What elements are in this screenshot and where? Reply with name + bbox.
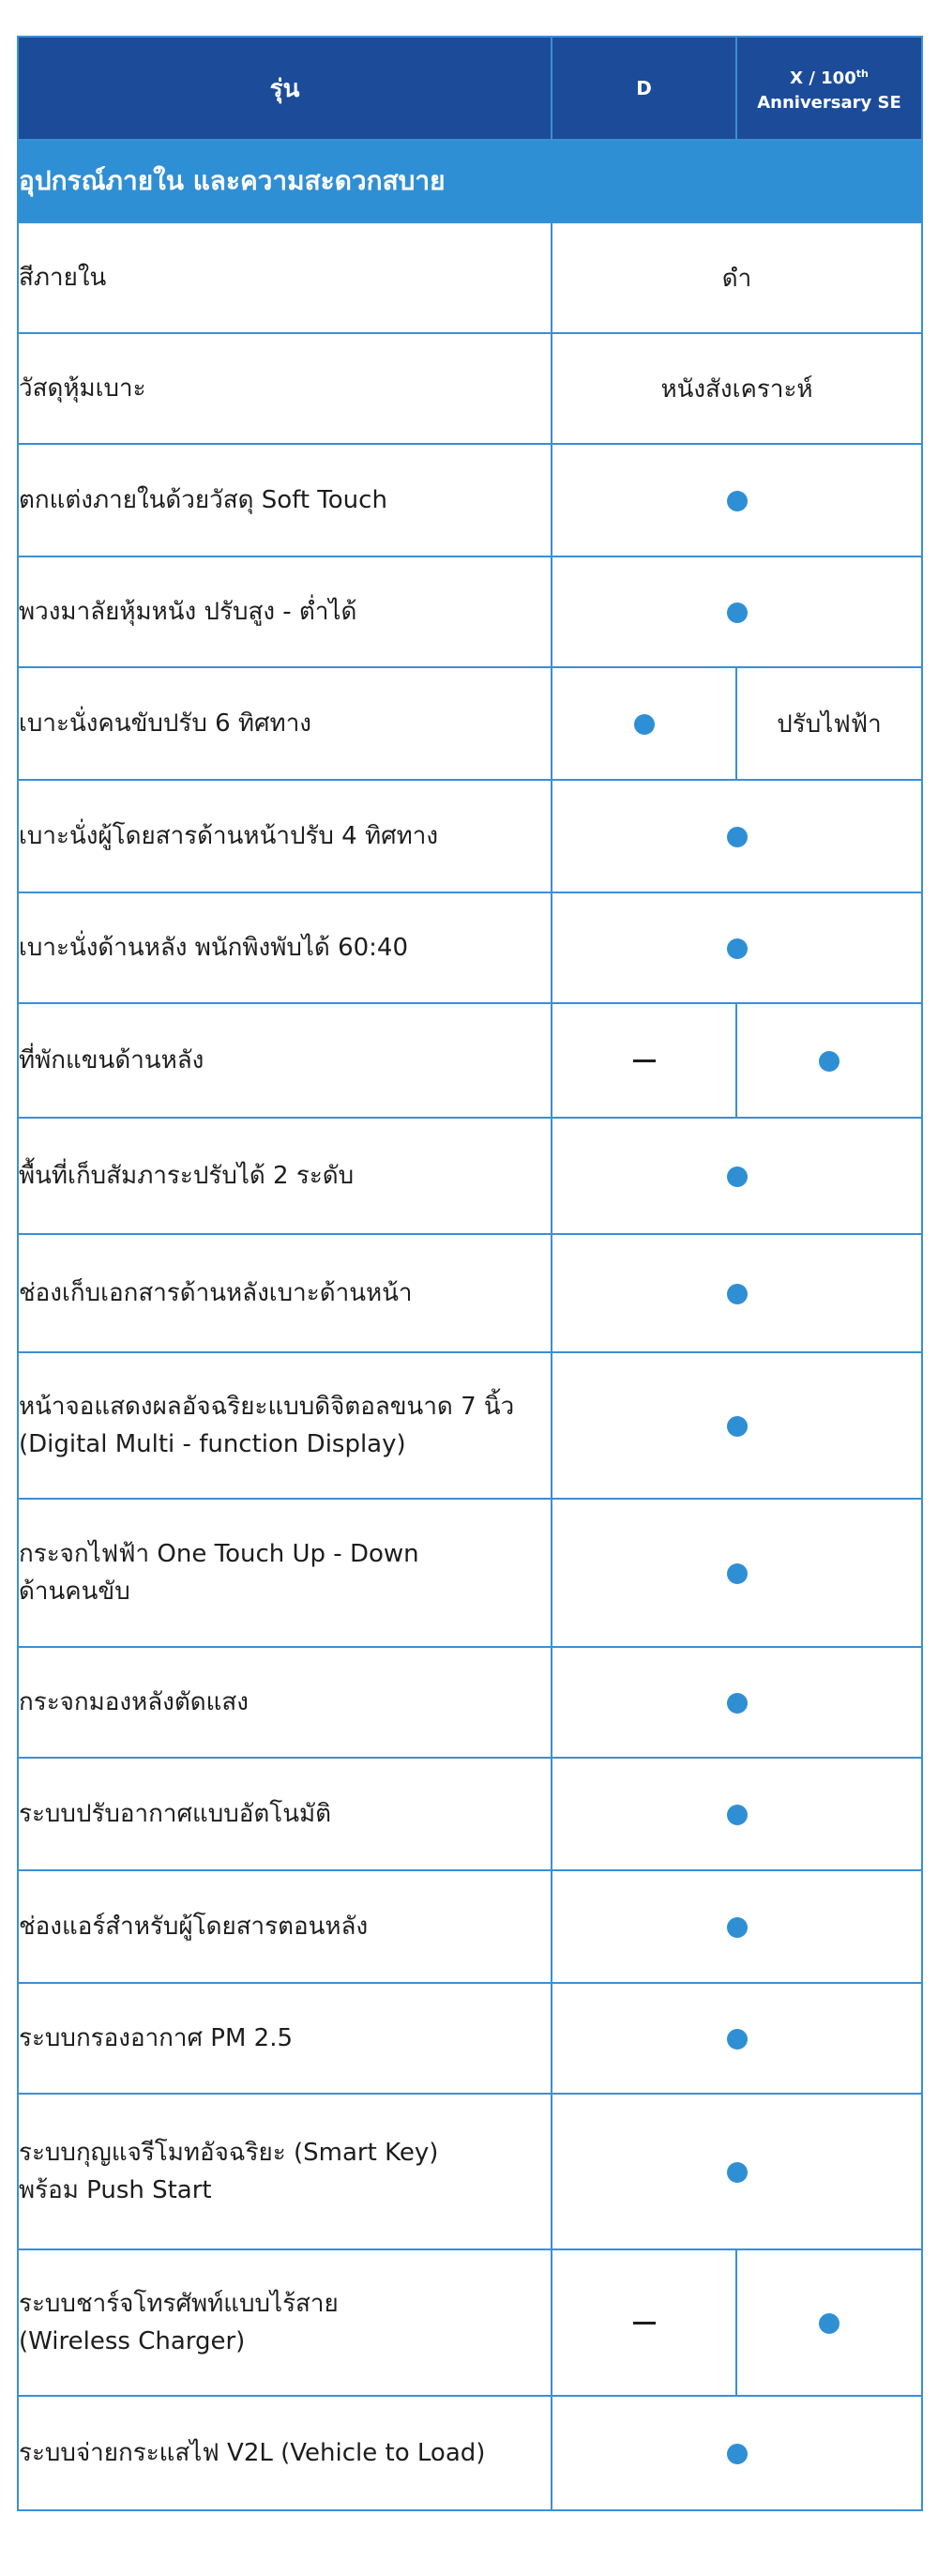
spec-row (18, 222, 922, 333)
spec-row (18, 556, 922, 667)
variant-x-label: X / 100 (790, 68, 856, 88)
spec-row (18, 1647, 922, 1758)
spec-row (18, 2249, 922, 2396)
feature-label: ช่องแอร์สำหรับผู้โดยสารตอนหลัง (18, 1870, 552, 1983)
feature-label: กระจกมองหลังตัดแสง (18, 1647, 552, 1758)
feature-label: เบาะนั่งผู้โดยสารด้านหน้าปรับ 4 ทิศทาง (18, 780, 552, 892)
feature-label: ระบบกุญแจรีโมทอัจฉริยะ (Smart Key) พร้อม Push Start (18, 2094, 552, 2249)
standard-dot-icon (727, 1416, 748, 1437)
variant-d-value (552, 1003, 736, 1118)
all-variants-value (552, 1499, 922, 1647)
model-header: รุ่น (18, 37, 552, 140)
section-row (18, 140, 922, 222)
feature-label: ช่องเก็บเอกสารด้านหลังเบาะด้านหน้า (18, 1234, 552, 1352)
spec-row (18, 2396, 922, 2510)
all-variants-value: ดำ (552, 222, 922, 333)
standard-dot-icon (727, 602, 748, 623)
all-variants-value (552, 556, 922, 667)
spec-row (18, 444, 922, 556)
all-variants-value (552, 1647, 922, 1758)
standard-dot-icon (727, 1693, 748, 1714)
variant-d-dot-icon (634, 714, 655, 735)
standard-dot-icon (727, 938, 748, 959)
spec-table (17, 36, 923, 2511)
spec-row (18, 667, 922, 780)
all-variants-value (552, 780, 922, 892)
spec-row (18, 1352, 922, 1499)
all-variants-value (552, 444, 922, 556)
standard-dot-icon (727, 2444, 748, 2464)
all-variants-value (552, 892, 922, 1003)
feature-label: หน้าจอแสดงผลอัจฉริยะแบบดิจิตอลขนาด 7 นิ้ว (Digital Multi - function Display) (18, 1352, 552, 1499)
variant-x-value (736, 2249, 922, 2396)
all-variants-value: หนังสังเคราะห์ (552, 333, 922, 444)
spec-row (18, 333, 922, 444)
standard-dot-icon (727, 1917, 748, 1938)
all-variants-value (552, 1352, 922, 1499)
variant-x-sublabel: Anniversary SE (757, 92, 901, 113)
feature-label: สีภายใน (18, 222, 552, 333)
spec-row (18, 780, 922, 892)
feature-label: ระบบกรองอากาศ PM 2.5 (18, 1983, 552, 2094)
feature-label: เบาะนั่งคนขับปรับ 6 ทิศทาง (18, 667, 552, 780)
variant-d-dash-icon (633, 2322, 656, 2324)
standard-dot-icon (727, 2029, 748, 2050)
feature-label: วัสดุหุ้มเบาะ (18, 333, 552, 444)
standard-dot-icon (727, 827, 748, 847)
spec-row (18, 1003, 922, 1118)
standard-dot-icon (727, 491, 748, 511)
variant-d-value (552, 2249, 736, 2396)
standard-dot-icon (727, 1805, 748, 1825)
feature-label: ระบบชาร์จโทรศัพท์แบบไร้สาย (Wireless Charger) (18, 2249, 552, 2396)
section-title: อุปกรณ์ภายใน และความสะดวกสบาย (18, 140, 922, 222)
all-variants-value (552, 1118, 922, 1234)
variant-x-sup: th (855, 67, 869, 80)
variant-x-value (736, 1003, 922, 1118)
feature-label: พื้นที่เก็บสัมภาระปรับได้ 2 ระดับ (18, 1118, 552, 1234)
feature-label: ที่พักแขนด้านหลัง (18, 1003, 552, 1118)
variant-x-dot-icon (819, 2313, 840, 2334)
feature-label: ระบบปรับอากาศแบบอัตโนมัติ (18, 1758, 552, 1870)
feature-label: ตกแต่งภายในด้วยวัสดุ Soft Touch (18, 444, 552, 556)
variant-x-header (736, 37, 922, 140)
feature-label: ระบบจ่ายกระแสไฟ V2L (Vehicle to Load) (18, 2396, 552, 2510)
feature-label: เบาะนั่งด้านหลัง พนักพิงพับได้ 60:40 (18, 892, 552, 1003)
all-variants-value (552, 2094, 922, 2249)
standard-dot-icon (727, 2162, 748, 2183)
standard-dot-icon (727, 1166, 748, 1187)
all-variants-value (552, 1758, 922, 1870)
all-variants-value (552, 1234, 922, 1352)
variant-x-dot-icon (819, 1051, 840, 1072)
spec-row (18, 892, 922, 1003)
spec-row (18, 1234, 922, 1352)
standard-dot-icon (727, 1563, 748, 1584)
all-variants-value (552, 1983, 922, 2094)
spec-row (18, 1118, 922, 1234)
spec-row (18, 1983, 922, 2094)
variant-d-dash-icon (633, 1059, 656, 1062)
spec-row (18, 1870, 922, 1983)
all-variants-value (552, 2396, 922, 2510)
variant-d-header: D (552, 37, 736, 140)
variant-d-value (552, 667, 736, 780)
header-row (18, 37, 922, 140)
feature-label: พวงมาลัยหุ้มหนัง ปรับสูง - ต่ำได้ (18, 556, 552, 667)
feature-label: กระจกไฟฟ้า One Touch Up - Down ด้านคนขับ (18, 1499, 552, 1647)
spec-row (18, 2094, 922, 2249)
all-variants-value (552, 1870, 922, 1983)
spec-row (18, 1758, 922, 1870)
standard-dot-icon (727, 1284, 748, 1304)
spec-row (18, 1499, 922, 1647)
variant-x-value: ปรับไฟฟ้า (736, 667, 922, 780)
